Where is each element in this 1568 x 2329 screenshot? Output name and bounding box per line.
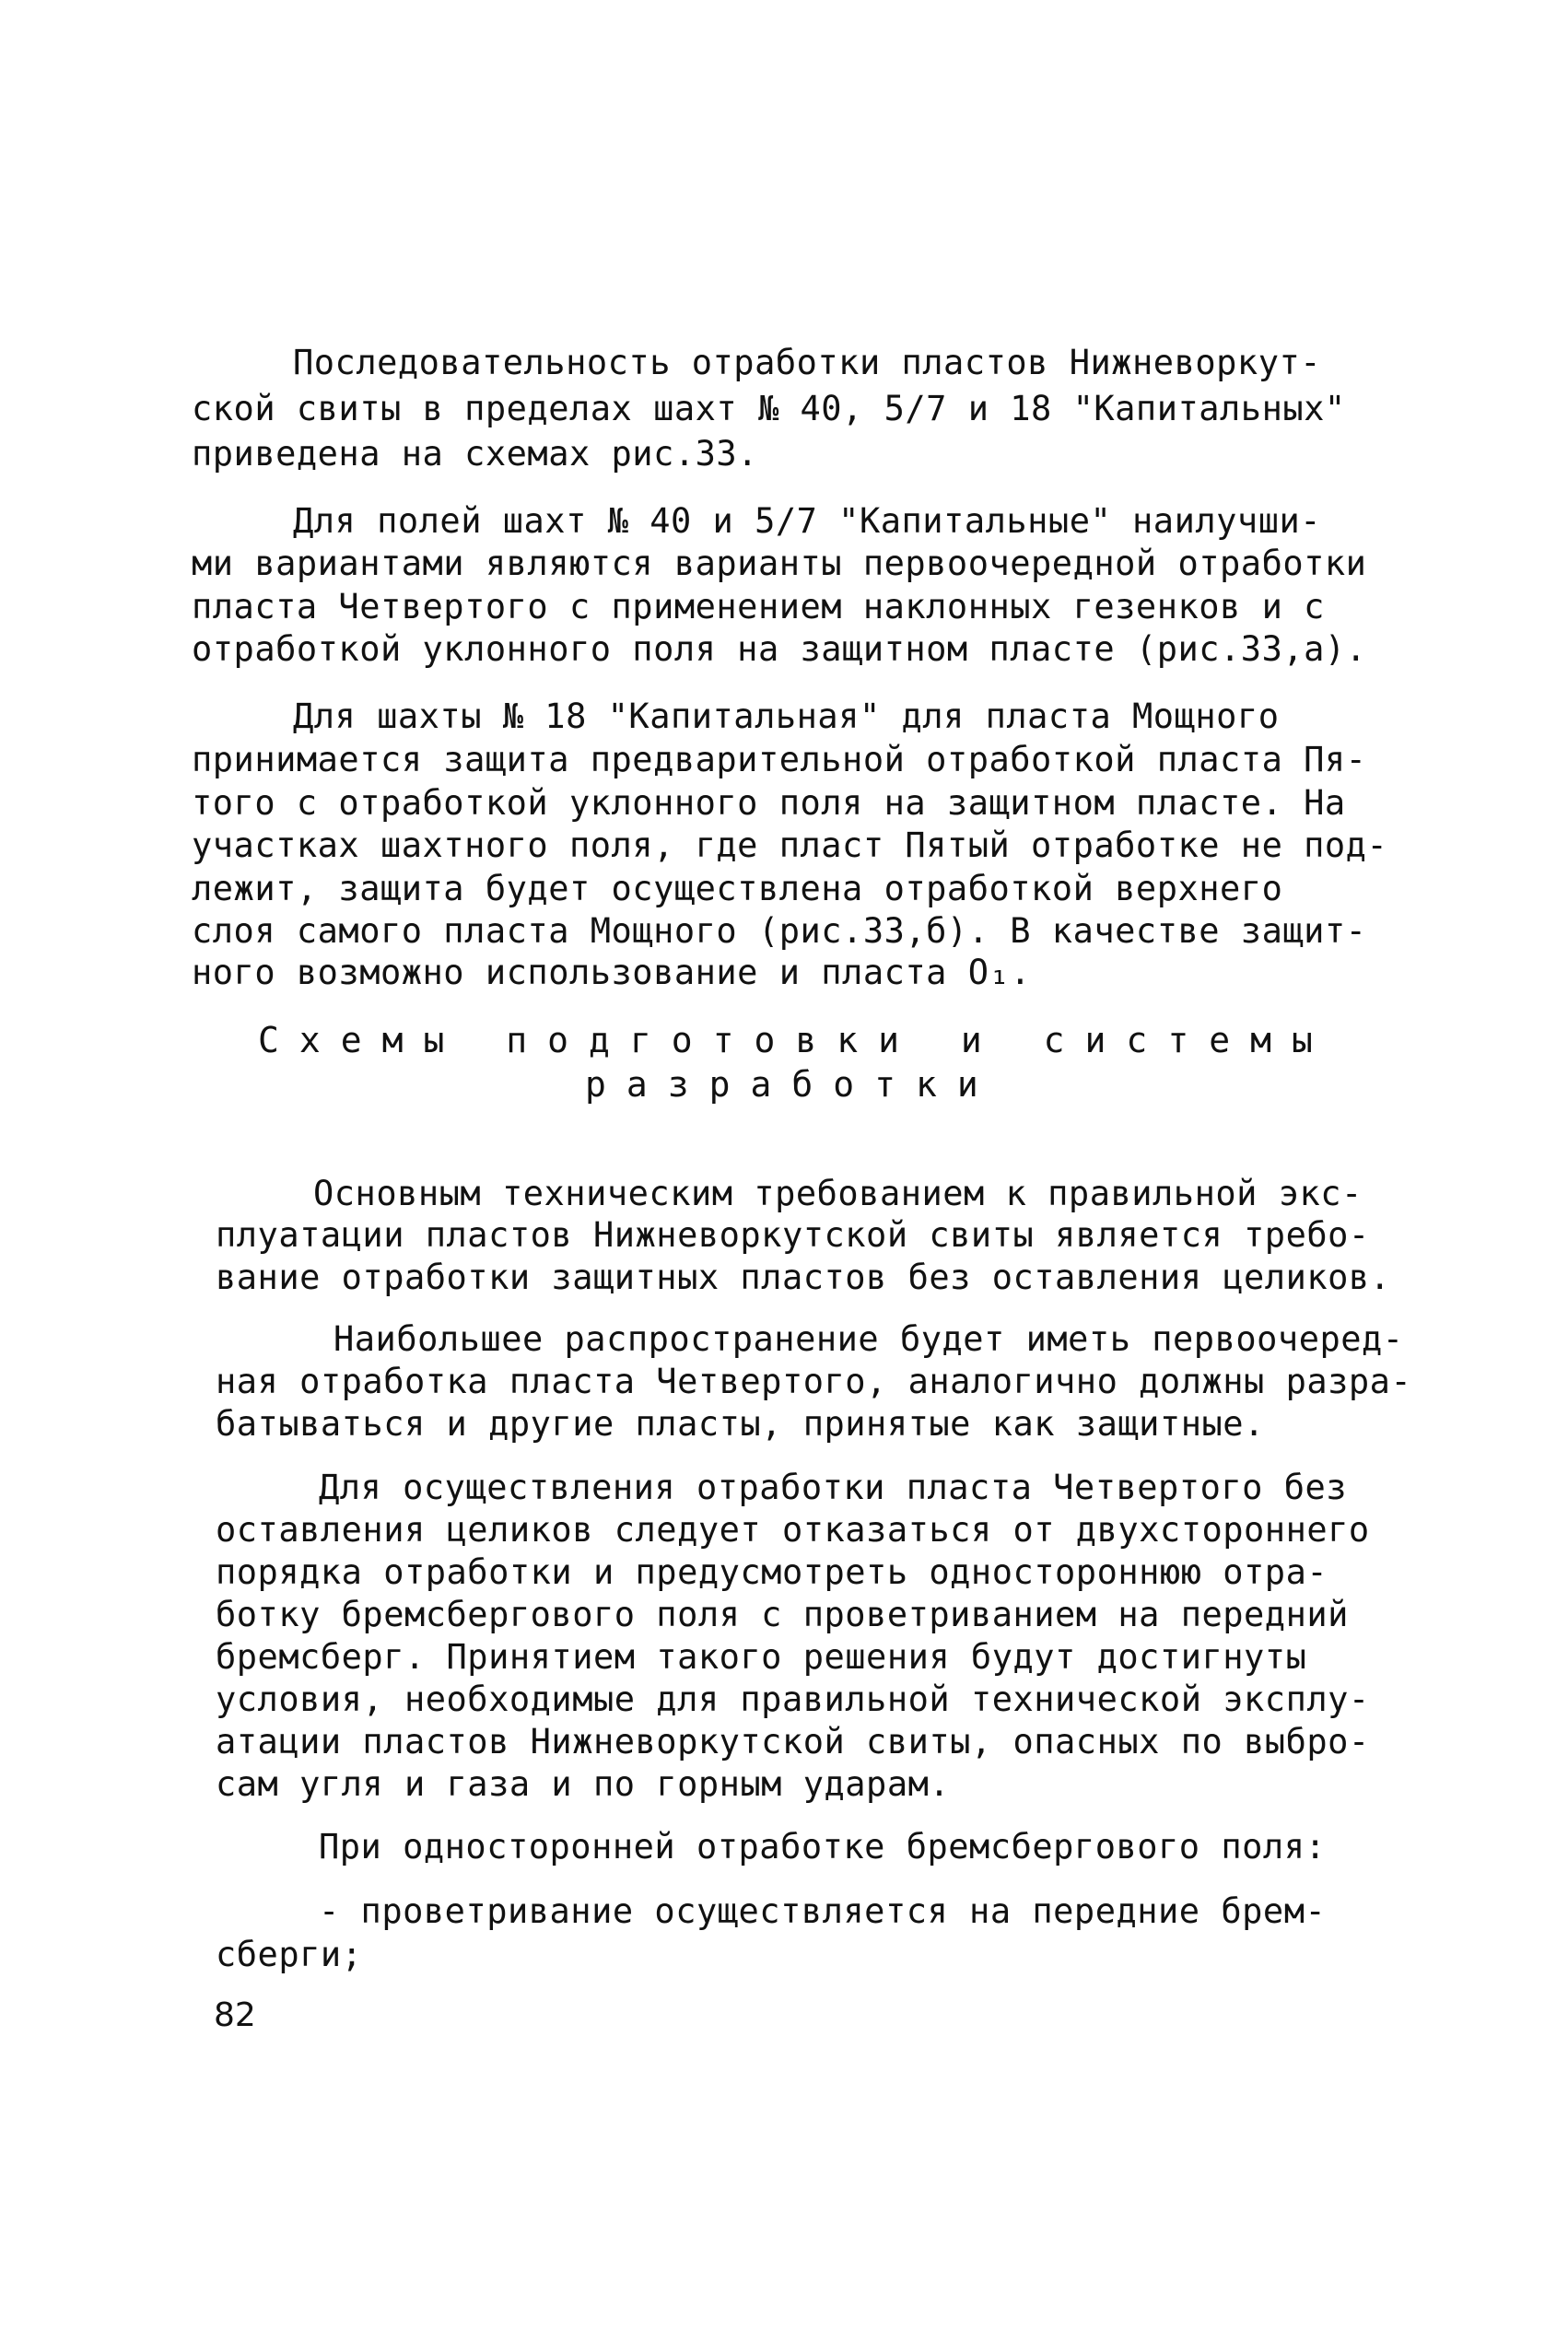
paragraph3-line7: ного возможно использование и пласта О₁.	[192, 953, 1032, 992]
paragraph2-line2: ми вариантами являются варианты первоочередной отработки	[192, 544, 1367, 583]
paragraph1-line1: Последовательность отработки пластов Нижневоркут-	[293, 343, 1322, 382]
paragraph2-line3: пласта Четвертого с применением наклонных гезенков и с	[192, 587, 1325, 626]
paragraph8-line1: - проветривание осуществляется на передние брем-	[319, 1891, 1327, 1931]
paragraph5-line3: батываться и другие пласты, принятые как защитные.	[216, 1404, 1265, 1444]
paragraph3-line3: того с отработкой уклонного поля на защитном пласте. На	[192, 783, 1346, 823]
paragraph6-line2: оставления целиков следует отказаться от двухстороннего	[216, 1510, 1370, 1550]
section-heading-line2: разработки	[585, 1064, 999, 1105]
paragraph2-line4: отработкой уклонного поля на защитном пласте (рис.33,а).	[192, 629, 1367, 669]
paragraph6-line3: порядка отработки и предусмотреть одностороннюю отра-	[216, 1552, 1328, 1592]
paragraph4-line1: Основным техническим требованием к правильной экс-	[313, 1174, 1363, 1213]
paragraph5-line1: Наибольшее распространение будет иметь первоочеред-	[333, 1319, 1404, 1359]
paragraph4-line2: плуатации пластов Нижневоркутской свиты является требо-	[216, 1215, 1370, 1255]
paragraph6-line1: Для осуществления отработки пласта Четвертого без	[319, 1468, 1348, 1507]
paragraph3-line1: Для шахты № 18 "Капитальная" для пласта Мощного	[293, 696, 1280, 736]
paragraph1-line2: ской свиты в пределах шахт № 40, 5/7 и 18 "Капитальных"	[192, 389, 1346, 428]
paragraph6-line4: ботку бремсбергового поля с проветриванием на передний	[216, 1595, 1349, 1634]
paragraph3-line6: слоя самого пласта Мощного (рис.33,б). В качестве защит-	[192, 911, 1367, 951]
paragraph5-line2: ная отработка пласта Четвертого, аналогично должны разра-	[216, 1362, 1412, 1401]
paragraph6-line7: атации пластов Нижневоркутской свиты, опасных по выбро-	[216, 1722, 1370, 1761]
paragraph3-line4: участках шахтного поля, где пласт Пятый отработке не под-	[192, 825, 1388, 865]
paragraph6-line8: сам угля и газа и по горным ударам.	[216, 1764, 951, 1804]
paragraph3-line2: принимается защита предварительной отработкой пласта Пя-	[192, 740, 1367, 779]
paragraph7-line1: При односторонней отработке бремсбергового поля:	[319, 1827, 1327, 1867]
section-heading-line1: Схемы подготовки и системы	[258, 1020, 1333, 1060]
paragraph8-line2: сберги;	[216, 1935, 363, 1974]
paragraph6-line5: бремсберг. Принятием такого решения будут достигнуты	[216, 1637, 1307, 1677]
paragraph1-line3: приведена на схемах рис.33.	[192, 434, 758, 474]
paragraph3-line5: лежит, защита будет осуществлена отработкой верхнего	[192, 869, 1283, 908]
paragraph2-line1: Для полей шахт № 40 и 5/7 "Капитальные" наилучши-	[293, 501, 1322, 541]
page-number: 82	[214, 1996, 256, 2034]
paragraph4-line3: вание отработки защитных пластов без оставления целиков.	[216, 1258, 1391, 1297]
paragraph6-line6: условия, необходимые для правильной технической эксплу-	[216, 1679, 1370, 1719]
